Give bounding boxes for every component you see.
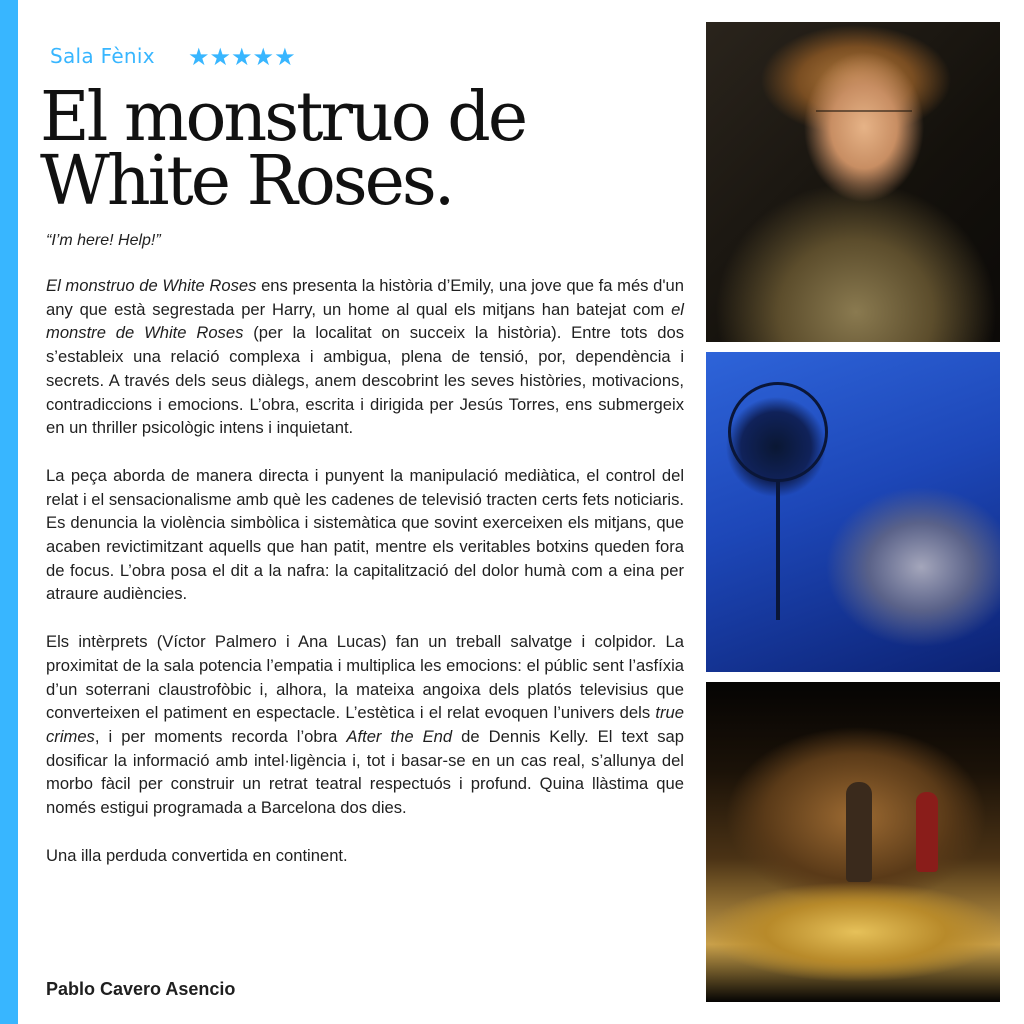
text-segment: La peça aborda de manera directa i punyent la manipulació mediàtica, el control del relat i el sensacionalisme amb què les cadenes de televisió tracten certs fets noticiaris. Es denuncia la violència simbòlica i sistemàtica que sovint exerceixen els mitjans, que acaben revictimitzant aquells que han patit, mentre els veritables botxins queden fora de focus. L’obra posa el dit a la nafra: la capitalització del dolor humà com a eina per atraure audiències. (46, 465, 684, 604)
title-line-1: El monstruo de (40, 78, 526, 157)
actress-figure (916, 792, 938, 872)
review-paragraph (46, 274, 684, 440)
author-name: Pablo Cavero Asencio (46, 979, 236, 999)
text-segment: (per la localitat on succeix la història). Entre tots dos s’estableix una relació complexa i ambigua, plena de tensió, por, dependència i secrets. A través dels seus diàlegs, anem descobrint les seves històries, motivacions, contradiccions i emocions. L’obra, escrita i dirigida per Jesús Torres, ens submergeix en un thriller psicològic intens i inquietant. (46, 323, 684, 438)
actor-portrait-photo (706, 22, 1000, 342)
page-title (40, 78, 660, 221)
review-paragraph (46, 630, 684, 820)
fan-shape (728, 382, 828, 482)
fan-pole-shape (776, 480, 780, 620)
text-segment: Una illa perduda convertida en continent. (46, 845, 348, 865)
accent-side-bar (0, 0, 18, 1024)
italic-text: el monstre de White Roses (46, 299, 684, 343)
title-line-2: White Roses. (40, 142, 453, 221)
text-segment: , i per moments recorda l’obra (94, 726, 347, 746)
review-paragraph (46, 464, 684, 606)
glasses-shape (816, 110, 912, 138)
star-rating: ★★★★★ (188, 43, 296, 71)
review-paragraph (46, 844, 684, 868)
text-segment: de Dennis Kelly. El text sap dosificar la informació amb intel·ligència i, tot i basar-se en un cas real, s’allunya del morbo fàcil per construir un retrat teatral respectuós i profund. Quina llàstima que només estigui programada a Barcelona dos dies. (46, 726, 684, 818)
stage-set-photo (706, 682, 1000, 1002)
italic-text: El monstruo de White Roses (46, 276, 257, 295)
actor-figure (846, 782, 872, 882)
actress-scene-photo (706, 352, 1000, 672)
italic-text: true crimes (46, 703, 684, 746)
italic-text: After the End (346, 726, 453, 746)
opening-quote: “I’m here! Help!” (46, 232, 161, 249)
review-body (46, 274, 684, 867)
venue-name: Sala Fènix (50, 44, 155, 68)
text-segment: ens presenta la història d’Emily, una jove que fa més d'un any que està segrestada per Harry, un home al qual els mitjans han batejat com (46, 276, 684, 319)
text-segment: Els intèrprets (Víctor Palmero i Ana Lucas) fan un treball salvatge i colpidor. La proximitat de la sala potencia l’empatia i multiplica les emocions: el públic sent l’asfíxia d’un soterrani claustrofòbic i, alhora, la mateixa angoixa dels platós televisius que converteixen el patiment en espectacle. L’estètica i el relat evoquen l’univers dels (46, 632, 684, 723)
